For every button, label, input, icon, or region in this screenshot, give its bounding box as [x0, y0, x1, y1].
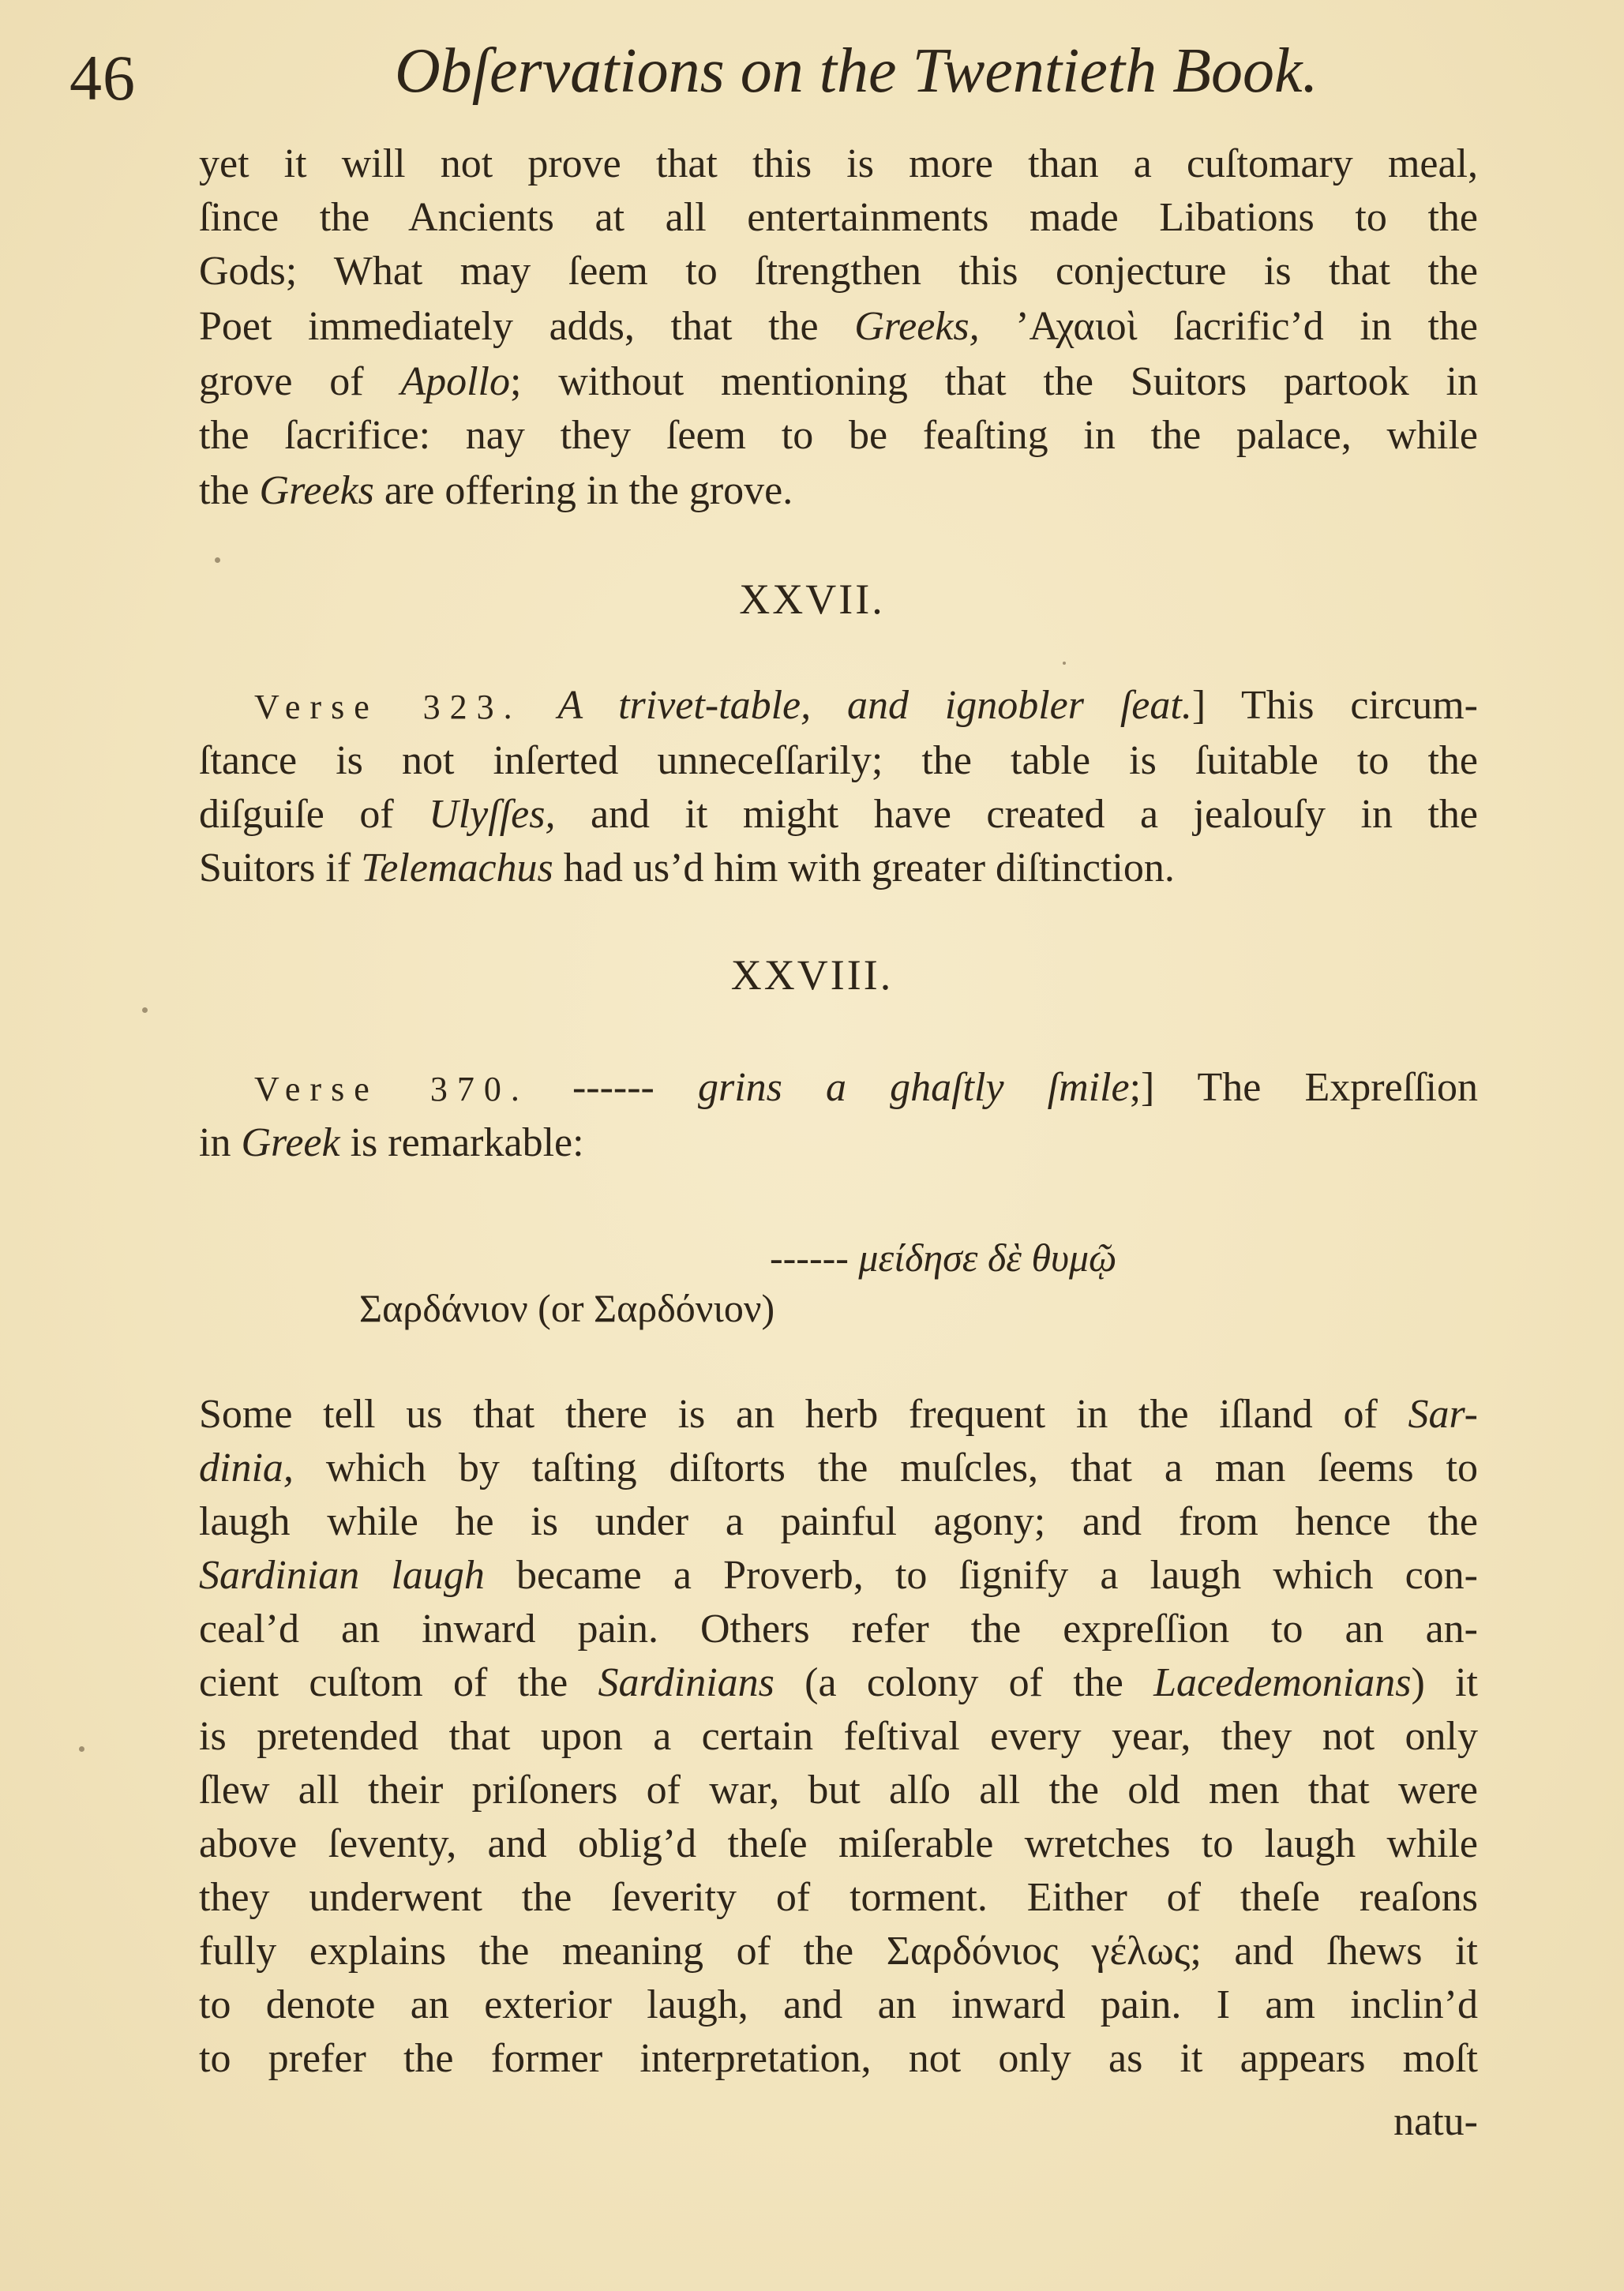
text-line: cient cuſtom of the Sardinians (a colony of the Lacedemonians) it	[199, 1660, 1478, 1705]
text-line: grove of Apollo; without mentioning that the Suitors partook in	[199, 359, 1478, 404]
text-line: dinia, which by taſting diſtorts the muſcles, that a man ſeems to	[199, 1445, 1478, 1490]
text-line: Poet immediately adds, that the Greeks, ’Αχαιοὶ ſacrific’d in the	[199, 304, 1478, 349]
text-line: they underwent the ſeverity of torment. Either of theſe reaſons	[199, 1875, 1478, 1920]
running-title: Obſervations on the Twentieth Book.	[395, 36, 1318, 106]
text-line: Some tell us that there is an herb frequent in the iſland of Sar-	[199, 1392, 1478, 1437]
section-heading: XXVII.	[739, 576, 885, 623]
text-line: to denote an exterior laugh, and an inward pain. I am inclin’d	[199, 1982, 1478, 2027]
text-line: Verse 323. A trivet-table, and ignobler ſeat.] This circum-	[254, 683, 1478, 728]
text-line: ſince the Ancients at all entertainments made Libations to the	[199, 195, 1478, 240]
text-line: ceal’d an inward pain. Others refer the expreſſion to an an-	[199, 1607, 1478, 1652]
greek-quotation: ------ μείδησε δὲ θυμῷ	[770, 1235, 1117, 1280]
paper-speck	[142, 1007, 148, 1013]
text-line: ſlew all their priſoners of war, but alſo all the old men that were	[199, 1768, 1478, 1813]
text-line: above ſeventy, and oblig’d theſe miſerable wretches to laugh while	[199, 1821, 1478, 1866]
paper-speck	[1063, 662, 1066, 665]
text-line: is pretended that upon a certain feſtival every year, they not only	[199, 1714, 1478, 1759]
page-number: 46	[69, 42, 136, 114]
text-line: fully explains the meaning of the Σαρδόνιος γέλως; and ſhews it	[199, 1929, 1478, 1974]
catchword: natu-	[1393, 2099, 1478, 2144]
text-line: to prefer the former interpretation, not only as it appears moſt	[199, 2036, 1478, 2081]
paper-speck	[79, 1746, 84, 1752]
section-heading: XXVIII.	[730, 951, 894, 999]
text-line: Verse 370. ------ grins a ghaſtly ſmile;] The Expreſſion	[254, 1065, 1478, 1110]
text-line: the ſacrifice: nay they ſeem to be feaſting in the palace, while	[199, 413, 1478, 458]
text-line: yet it will not prove that this is more than a cuſtomary meal,	[199, 141, 1478, 186]
text-line: ſtance is not inſerted unneceſſarily; the table is ſuitable to the	[199, 738, 1478, 783]
text-line: laugh while he is under a painful agony; and from hence the	[199, 1499, 1478, 1544]
text-line: diſguiſe of Ulyſſes, and it might have created a jealouſy in the	[199, 792, 1478, 837]
text-line: the Greeks are offering in the grove.	[199, 468, 793, 513]
text-line: Gods; What may ſeem to ſtrengthen this conjecture is that the	[199, 249, 1478, 294]
text-line: Sardinian laugh became a Proverb, to ſignify a laugh which con-	[199, 1553, 1479, 1598]
paper-speck	[215, 557, 220, 563]
text-line: in Greek is remarkable:	[199, 1120, 584, 1165]
greek-quotation: Σαρδάνιον (or Σαρδόνιον)	[359, 1286, 775, 1330]
text-line: Suitors if Telemachus had us’d him with greater diſtinction.	[199, 846, 1175, 891]
